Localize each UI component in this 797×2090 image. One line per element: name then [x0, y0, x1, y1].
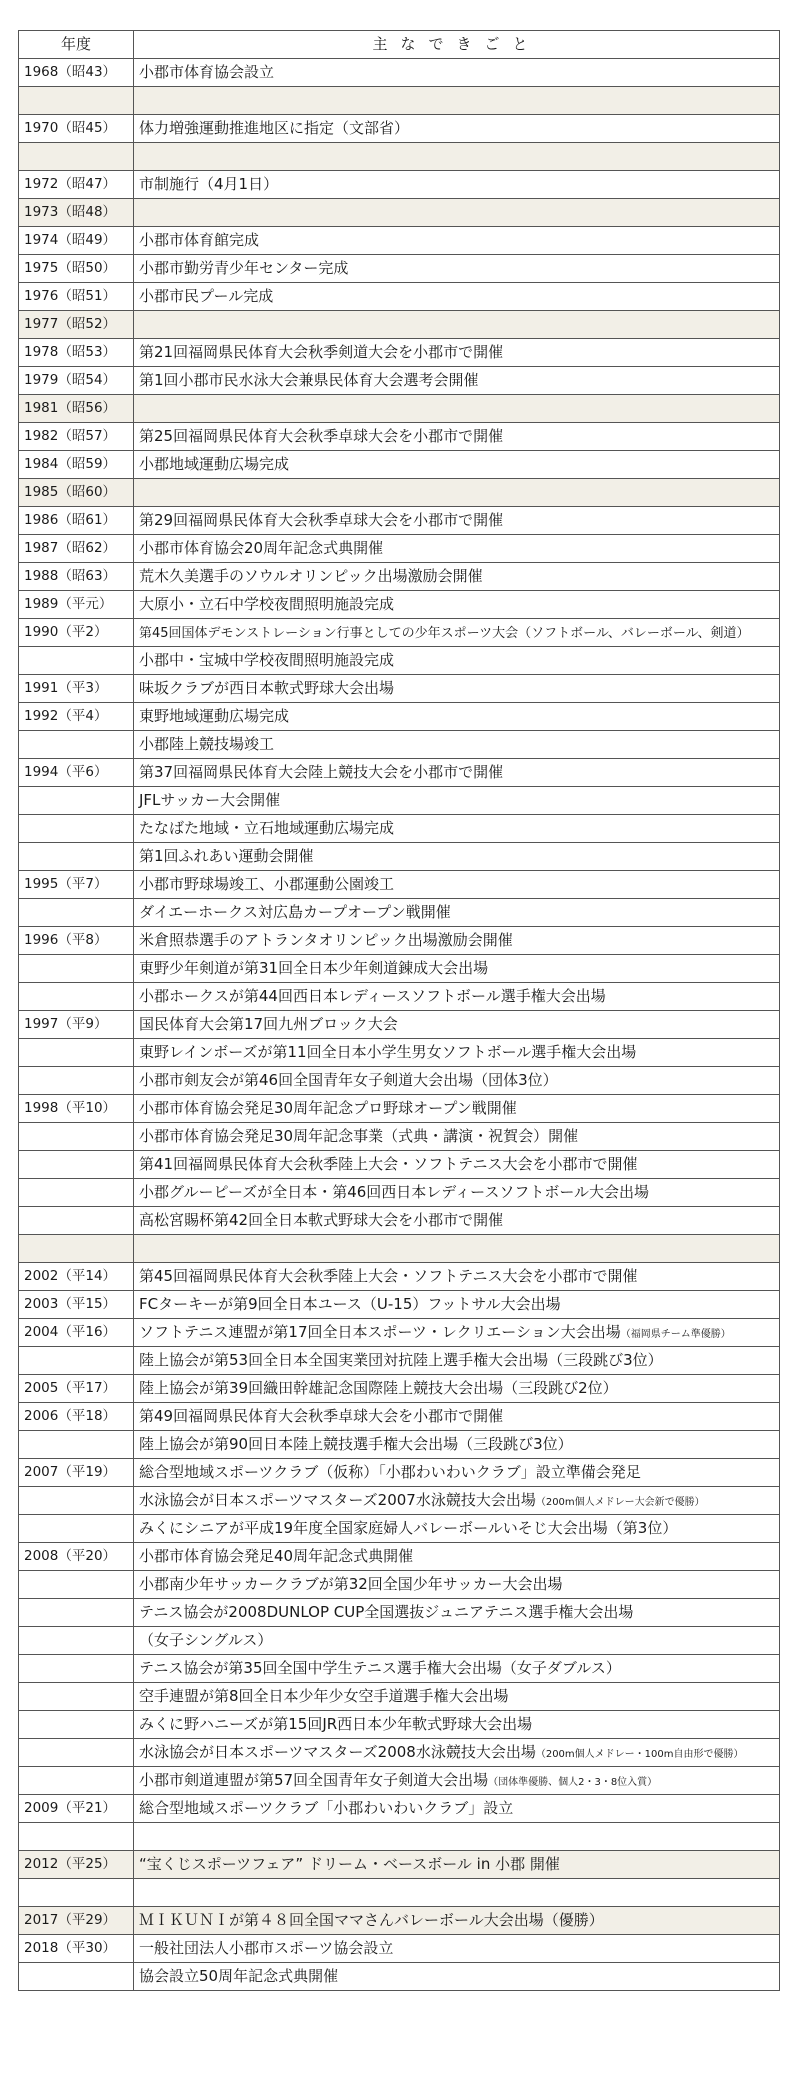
year-cell: 1990（平2）	[19, 619, 134, 647]
table-row	[19, 1655, 780, 1683]
event-text: ＭＩＫＵＮＩが第４８回全国ママさんバレーボール大会出場（優勝）	[139, 1911, 604, 1929]
table-row	[19, 1263, 780, 1291]
event-text: 小郡市剣道連盟が第57回全国青年女子剣道大会出場	[139, 1771, 489, 1789]
event-cell	[134, 1263, 780, 1291]
event-cell	[134, 339, 780, 367]
event-text: 小郡中・宝城中学校夜間照明施設完成	[139, 651, 395, 669]
event-cell	[134, 1067, 780, 1095]
table-row	[19, 1123, 780, 1151]
event-text: ダイエーホークス対広島カープオープン戦開催	[139, 903, 451, 921]
event-text: 小郡市体育協会発足30周年記念事業（式典・講演・祝賀会）開催	[139, 1127, 579, 1145]
table-row	[19, 1039, 780, 1067]
table-row	[19, 1907, 780, 1935]
event-text: 第41回福岡県民体育大会秋季陸上大会・ソフトテニス大会を小郡市で開催	[139, 1155, 638, 1173]
table-row	[19, 647, 780, 675]
year-cell: 1977（昭52）	[19, 311, 134, 339]
event-text: 第49回福岡県民体育大会秋季卓球大会を小郡市で開催	[139, 1407, 504, 1425]
year-cell	[19, 143, 134, 171]
table-row	[19, 451, 780, 479]
year-cell	[19, 787, 134, 815]
table-row	[19, 899, 780, 927]
event-cell	[134, 1207, 780, 1235]
event-text: みくにシニアが平成19年度全国家庭婦人バレーボールいそじ大会出場（第3位）	[139, 1519, 678, 1537]
event-cell	[134, 1039, 780, 1067]
table-row	[19, 1487, 780, 1515]
event-cell	[134, 899, 780, 927]
event-text: 大原小・立石中学校夜間照明施設完成	[139, 595, 395, 613]
event-cell	[134, 171, 780, 199]
table-row	[19, 143, 780, 171]
event-cell	[134, 1235, 780, 1263]
event-text: 体力増強運動推進地区に指定（文部省）	[139, 119, 410, 137]
table-row	[19, 815, 780, 843]
table-row	[19, 927, 780, 955]
year-cell: 1995（平7）	[19, 871, 134, 899]
event-text: テニス協会が2008DUNLOP CUP全国選抜ジュニアテニス選手権大会出場	[139, 1603, 634, 1621]
event-cell	[134, 619, 780, 647]
event-cell	[134, 255, 780, 283]
year-cell	[19, 1571, 134, 1599]
event-text: 高松宮賜杯第42回全日本軟式野球大会を小郡市で開催	[139, 1211, 504, 1229]
event-cell	[134, 451, 780, 479]
event-cell	[134, 1879, 780, 1907]
event-text: 小郡グルーピーズが全日本・第46回西日本レディースソフトボール大会出場	[139, 1183, 650, 1201]
table-row	[19, 675, 780, 703]
year-cell	[19, 815, 134, 843]
event-text: 東野地域運動広場完成	[139, 707, 290, 725]
table-row	[19, 703, 780, 731]
table-row	[19, 1011, 780, 1039]
event-text: テニス協会が第35回全国中学生テニス選手権大会出場（女子ダブルス）	[139, 1659, 621, 1677]
table-row	[19, 311, 780, 339]
table-row	[19, 619, 780, 647]
event-text: ソフトテニス連盟が第17回全日本スポーツ・レクリエーション大会出場	[139, 1323, 621, 1341]
year-cell	[19, 87, 134, 115]
event-text: 国民体育大会第17回九州ブロック大会	[139, 1015, 398, 1033]
event-text: 水泳協会が日本スポーツマスターズ2007水泳競技大会出場	[139, 1491, 536, 1509]
table-row	[19, 1851, 780, 1879]
year-cell: 1998（平10）	[19, 1095, 134, 1123]
event-cell	[134, 1711, 780, 1739]
year-cell	[19, 899, 134, 927]
year-cell: 1985（昭60）	[19, 479, 134, 507]
year-cell	[19, 1711, 134, 1739]
event-cell	[134, 1823, 780, 1851]
year-cell	[19, 1235, 134, 1263]
table-row	[19, 1795, 780, 1823]
event-cell	[134, 1795, 780, 1823]
event-text: 第29回福岡県民体育大会秋季卓球大会を小郡市で開催	[139, 511, 504, 529]
event-cell	[134, 1431, 780, 1459]
event-cell	[134, 1151, 780, 1179]
table-row	[19, 339, 780, 367]
event-text: 小郡市剣友会が第46回全国青年女子剣道大会出場（団体3位）	[139, 1071, 558, 1089]
event-cell	[134, 1599, 780, 1627]
table-row	[19, 1739, 780, 1767]
table-row	[19, 1403, 780, 1431]
event-cell	[134, 675, 780, 703]
year-cell: 1987（昭62）	[19, 535, 134, 563]
event-cell	[134, 1011, 780, 1039]
history-table-container	[18, 30, 779, 1991]
year-cell	[19, 1207, 134, 1235]
year-cell: 1991（平3）	[19, 675, 134, 703]
year-cell: 1970（昭45）	[19, 115, 134, 143]
event-cell	[134, 1683, 780, 1711]
event-text: 陸上協会が第90回日本陸上競技選手権大会出場（三段跳び3位）	[139, 1435, 573, 1453]
year-cell: 1973（昭48）	[19, 199, 134, 227]
table-row	[19, 1823, 780, 1851]
table-row	[19, 1683, 780, 1711]
table-row	[19, 871, 780, 899]
table-row	[19, 983, 780, 1011]
table-row	[19, 1067, 780, 1095]
event-cell	[134, 1543, 780, 1571]
year-cell: 2009（平21）	[19, 1795, 134, 1823]
table-body	[19, 59, 780, 1991]
year-cell: 2017（平29）	[19, 1907, 134, 1935]
event-cell	[134, 1627, 780, 1655]
table-row	[19, 1879, 780, 1907]
event-text: 小郡市体育協会発足40周年記念式典開催	[139, 1547, 414, 1565]
event-text: みくに野ハニーズが第15回JR西日本少年軟式野球大会出場	[139, 1715, 533, 1733]
year-cell: 2006（平18）	[19, 1403, 134, 1431]
event-cell	[134, 1515, 780, 1543]
table-row	[19, 87, 780, 115]
event-text: 味坂クラブが西日本軟式野球大会出場	[139, 679, 395, 697]
table-row	[19, 1515, 780, 1543]
event-cell	[134, 283, 780, 311]
table-row	[19, 1375, 780, 1403]
event-text: （女子シングルス）	[139, 1631, 273, 1649]
event-cell	[134, 1375, 780, 1403]
year-cell: 2003（平15）	[19, 1291, 134, 1319]
year-cell: 1996（平8）	[19, 927, 134, 955]
event-cell	[134, 1767, 780, 1795]
event-text: 総合型地域スポーツクラブ「小郡わいわいクラブ」設立	[139, 1799, 514, 1817]
event-cell	[134, 311, 780, 339]
table-row	[19, 1291, 780, 1319]
event-cell	[134, 1179, 780, 1207]
event-cell	[134, 1291, 780, 1319]
event-text: 第45回福岡県民体育大会秋季陸上大会・ソフトテニス大会を小郡市で開催	[139, 1267, 638, 1285]
event-cell	[134, 59, 780, 87]
year-cell: 1974（昭49）	[19, 227, 134, 255]
event-text: 協会設立50周年記念式典開催	[139, 1967, 339, 1985]
event-cell	[134, 843, 780, 871]
event-text: 第45回国体デモンストレーション行事としての少年スポーツ大会（ソフトボール、バレーボール、剣道）	[139, 626, 750, 641]
event-text: 第1回ふれあい運動会開催	[139, 847, 314, 865]
event-text: 小郡市民プール完成	[139, 287, 274, 305]
table-row	[19, 535, 780, 563]
table-row	[19, 1543, 780, 1571]
event-cell	[134, 787, 780, 815]
table-row	[19, 171, 780, 199]
year-cell: 1989（平元）	[19, 591, 134, 619]
table-row	[19, 227, 780, 255]
event-text: 第37回福岡県民体育大会陸上競技大会を小郡市で開催	[139, 763, 504, 781]
event-text: 陸上協会が第39回織田幹雄記念国際陸上競技大会出場（三段跳び2位）	[139, 1379, 618, 1397]
table-row	[19, 787, 780, 815]
year-cell	[19, 955, 134, 983]
event-text: 小郡市体育協会設立	[139, 63, 275, 81]
year-cell	[19, 1347, 134, 1375]
year-cell	[19, 1431, 134, 1459]
event-text: 第1回小郡市民水泳大会兼県民体育大会選考会開催	[139, 371, 479, 389]
table-header-row	[19, 31, 780, 59]
year-cell: 2004（平16）	[19, 1319, 134, 1347]
table-row	[19, 591, 780, 619]
year-cell: 2018（平30）	[19, 1935, 134, 1963]
table-row	[19, 563, 780, 591]
event-cell	[134, 367, 780, 395]
event-cell	[134, 507, 780, 535]
year-cell: 2012（平25）	[19, 1851, 134, 1879]
table-row	[19, 199, 780, 227]
year-cell	[19, 1739, 134, 1767]
table-row	[19, 843, 780, 871]
year-cell	[19, 647, 134, 675]
event-text: 小郡陸上競技場竣工	[139, 735, 275, 753]
event-cell	[134, 815, 780, 843]
event-note: （団体準優勝、個人2・3・8位入賞）	[488, 1777, 658, 1788]
event-cell	[134, 563, 780, 591]
event-text: 総合型地域スポーツクラブ（仮称）「小郡わいわいクラブ」設立準備会発足	[139, 1463, 641, 1481]
event-cell	[134, 479, 780, 507]
year-cell: 1979（昭54）	[19, 367, 134, 395]
event-text: 陸上協会が第53回全日本全国実業団対抗陸上選手権大会出場（三段跳び3位）	[139, 1351, 663, 1369]
event-text: 水泳協会が日本スポーツマスターズ2008水泳競技大会出場	[139, 1743, 536, 1761]
table-row	[19, 367, 780, 395]
event-note: （200m個人メドレー・100m自由形で優勝）	[535, 1749, 744, 1760]
event-cell	[134, 759, 780, 787]
year-cell	[19, 1515, 134, 1543]
year-cell	[19, 731, 134, 759]
year-cell	[19, 1487, 134, 1515]
event-cell	[134, 871, 780, 899]
event-cell	[134, 591, 780, 619]
table-row	[19, 1319, 780, 1347]
event-column-header: 主なできごと	[134, 31, 780, 59]
event-cell	[134, 535, 780, 563]
table-row	[19, 1347, 780, 1375]
event-cell	[134, 199, 780, 227]
event-text: 小郡市体育館完成	[139, 231, 260, 249]
table-row	[19, 59, 780, 87]
table-row	[19, 1151, 780, 1179]
event-text: 小郡市体育協会20周年記念式典開催	[139, 539, 384, 557]
table-row	[19, 1935, 780, 1963]
year-cell	[19, 1767, 134, 1795]
year-cell	[19, 1599, 134, 1627]
event-cell	[134, 1851, 780, 1879]
event-cell	[134, 927, 780, 955]
event-text: 小郡地域運動広場完成	[139, 455, 290, 473]
event-text: たなばた地域・立石地域運動広場完成	[139, 819, 395, 837]
year-cell: 1968（昭43）	[19, 59, 134, 87]
event-cell	[134, 115, 780, 143]
event-cell	[134, 731, 780, 759]
year-cell	[19, 983, 134, 1011]
table-row	[19, 1627, 780, 1655]
event-cell	[134, 1571, 780, 1599]
year-cell	[19, 1823, 134, 1851]
event-text: 小郡市野球場竣工、小郡運動公園竣工	[139, 875, 395, 893]
year-cell	[19, 1683, 134, 1711]
event-text: 第25回福岡県民体育大会秋季卓球大会を小郡市で開催	[139, 427, 504, 445]
event-cell	[134, 1739, 780, 1767]
event-cell	[134, 647, 780, 675]
year-cell	[19, 1067, 134, 1095]
year-cell: 2008（平20）	[19, 1543, 134, 1571]
table-row	[19, 283, 780, 311]
event-text: FCターキーが第9回全日本ユース（U-15）フットサル大会出場	[139, 1295, 561, 1313]
event-text: 一般社団法人小郡市スポーツ協会設立	[139, 1939, 394, 1957]
year-cell	[19, 843, 134, 871]
year-cell	[19, 1963, 134, 1991]
year-cell: 1972（昭47）	[19, 171, 134, 199]
event-cell	[134, 395, 780, 423]
year-cell: 1975（昭50）	[19, 255, 134, 283]
event-cell	[134, 143, 780, 171]
table-row	[19, 423, 780, 451]
year-cell	[19, 1123, 134, 1151]
table-row	[19, 1571, 780, 1599]
table-row	[19, 1207, 780, 1235]
event-text: 小郡南少年サッカークラブが第32回全国少年サッカー大会出場	[139, 1575, 563, 1593]
event-text: 荒木久美選手のソウルオリンピック出場激励会開催	[139, 567, 483, 585]
event-text: 小郡市体育協会発足30周年記念プロ野球オープン戦開催	[139, 1099, 517, 1117]
event-cell	[134, 1487, 780, 1515]
year-cell	[19, 1879, 134, 1907]
year-cell: 1992（平4）	[19, 703, 134, 731]
event-cell	[134, 1347, 780, 1375]
event-cell	[134, 1403, 780, 1431]
event-text: 市制施行（4月1日）	[139, 175, 279, 193]
year-column-header: 年度	[19, 31, 134, 59]
table-row	[19, 1095, 780, 1123]
event-text: 東野少年剣道が第31回全日本少年剣道錬成大会出場	[139, 959, 489, 977]
year-cell: 2002（平14）	[19, 1263, 134, 1291]
event-cell	[134, 1459, 780, 1487]
event-text: JFLサッカー大会開催	[139, 791, 281, 809]
event-cell	[134, 1935, 780, 1963]
table-row	[19, 507, 780, 535]
event-cell	[134, 1907, 780, 1935]
event-text: 小郡ホークスが第44回西日本レディースソフトボール選手権大会出場	[139, 987, 606, 1005]
year-cell: 1976（昭51）	[19, 283, 134, 311]
event-cell	[134, 1095, 780, 1123]
event-cell	[134, 227, 780, 255]
event-text: 小郡市勤労青少年センター完成	[139, 259, 349, 277]
table-row	[19, 115, 780, 143]
event-note: （200m個人メドレー大会新で優勝）	[535, 1497, 705, 1508]
table-row	[19, 1963, 780, 1991]
year-cell: 1981（昭56）	[19, 395, 134, 423]
table-row	[19, 1711, 780, 1739]
event-text: “宝くじスポーツフェア” ドリーム・ベースボール in 小郡 開催	[139, 1855, 560, 1873]
event-cell	[134, 1123, 780, 1151]
year-cell	[19, 1627, 134, 1655]
year-cell	[19, 1655, 134, 1683]
table-row	[19, 255, 780, 283]
table-row	[19, 1179, 780, 1207]
table-row	[19, 479, 780, 507]
year-cell: 1997（平9）	[19, 1011, 134, 1039]
year-cell	[19, 1039, 134, 1067]
event-cell	[134, 955, 780, 983]
year-cell: 2005（平17）	[19, 1375, 134, 1403]
event-text: 東野レインボーズが第11回全日本小学生男女ソフトボール選手権大会出場	[139, 1043, 637, 1061]
year-cell: 1986（昭61）	[19, 507, 134, 535]
year-cell: 1994（平6）	[19, 759, 134, 787]
table-row	[19, 395, 780, 423]
year-cell: 1984（昭59）	[19, 451, 134, 479]
event-cell	[134, 703, 780, 731]
event-note: （福岡県チーム準優勝）	[620, 1329, 731, 1340]
table-row	[19, 955, 780, 983]
year-cell: 1978（昭53）	[19, 339, 134, 367]
table-row	[19, 1235, 780, 1263]
event-cell	[134, 983, 780, 1011]
event-text: 空手連盟が第8回全日本少年少女空手道選手権大会出場	[139, 1687, 509, 1705]
event-cell	[134, 1319, 780, 1347]
year-cell	[19, 1179, 134, 1207]
event-cell	[134, 1655, 780, 1683]
year-cell: 1982（昭57）	[19, 423, 134, 451]
event-text: 米倉照恭選手のアトランタオリンピック出場激励会開催	[139, 931, 513, 949]
table-row	[19, 1459, 780, 1487]
table-row	[19, 759, 780, 787]
event-cell	[134, 87, 780, 115]
event-cell	[134, 423, 780, 451]
year-cell: 2007（平19）	[19, 1459, 134, 1487]
table-row	[19, 1431, 780, 1459]
history-table	[18, 30, 780, 1991]
year-cell	[19, 1151, 134, 1179]
event-cell	[134, 1963, 780, 1991]
event-text: 第21回福岡県民体育大会秋季剣道大会を小郡市で開催	[139, 343, 504, 361]
table-row	[19, 1767, 780, 1795]
table-row	[19, 1599, 780, 1627]
year-cell: 1988（昭63）	[19, 563, 134, 591]
table-row	[19, 731, 780, 759]
